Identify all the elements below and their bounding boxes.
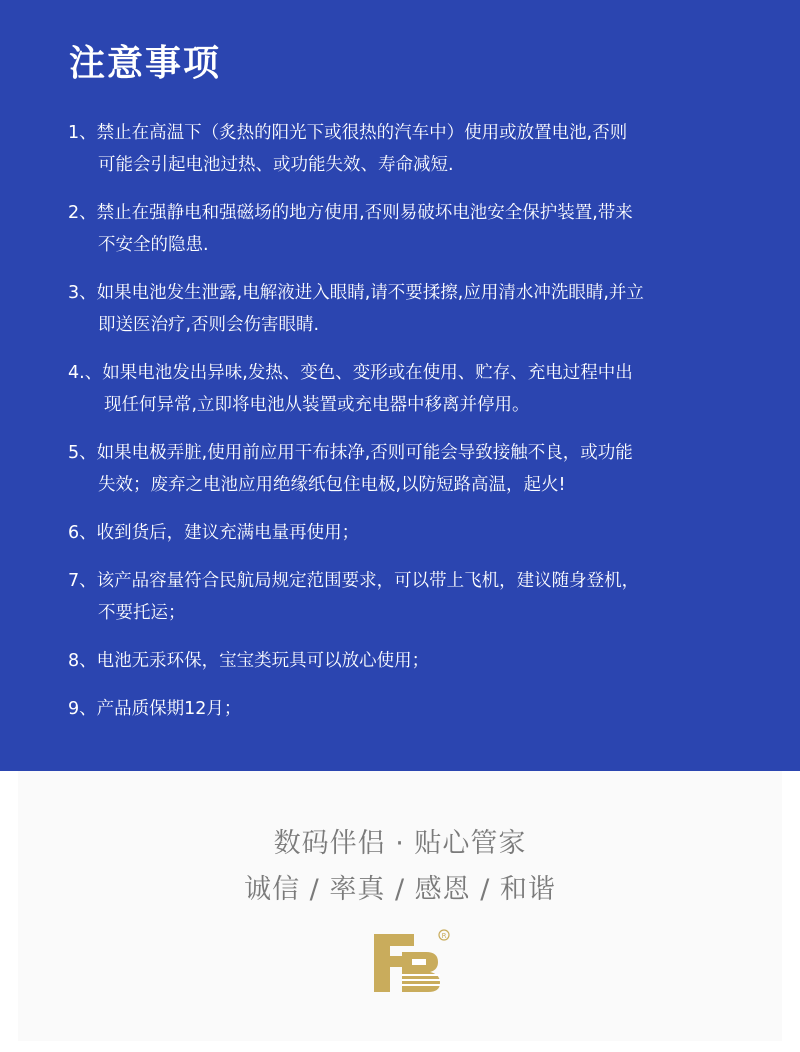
- item-line: 不安全的隐患.: [98, 235, 209, 255]
- fb-logo-icon: [372, 928, 452, 996]
- item-line: 4.、如果电池发出异味,发热、变色、变形或在使用、贮存、充电过程中出: [68, 363, 633, 383]
- item-line: 6、收到货后，建议充满电量再使用；: [68, 523, 360, 543]
- brand-logo: [372, 928, 452, 996]
- item-line: 7、该产品容量符合民航局规定范围要求，可以带上飞机，建议随身登机，: [68, 571, 640, 591]
- slogan-values: 诚信 / 率真 / 感恩 / 和谐: [244, 874, 556, 905]
- list-item: [68, 277, 748, 341]
- list-item: [68, 357, 748, 421]
- item-line: 不要托运；: [98, 603, 186, 623]
- item-line: 3、如果电池发生泄露,电解液进入眼睛,请不要揉擦,应用清水冲洗眼睛,并立: [68, 283, 644, 303]
- item-line: 2、禁止在强静电和强磁场的地方使用,否则易破坏电池安全保护装置,带来: [68, 203, 633, 223]
- item-line: 现任何异常,立即将电池从装置或充电器中移离并停用。: [104, 395, 530, 415]
- list-item: [68, 565, 748, 629]
- list-item: [68, 117, 748, 181]
- list-item: [68, 437, 748, 501]
- list-item: [68, 645, 748, 677]
- item-line: 可能会引起电池过热、或功能失效、寿命减短.: [98, 155, 454, 175]
- item-line: 1、禁止在高温下（炙热的阳光下或很热的汽车中）使用或放置电池,否则: [68, 123, 628, 143]
- list-item: [68, 693, 748, 725]
- list-item: [68, 197, 748, 261]
- item-line: 失效；废弃之电池应用绝缘纸包住电极,以防短路高温，起火!: [98, 475, 566, 495]
- item-line: 5、如果电极弄脏,使用前应用干布抹净,否则可能会导致接触不良，或功能: [68, 443, 633, 463]
- list-item: [68, 517, 748, 549]
- page-title: 注意事项: [69, 43, 222, 84]
- item-line: 即送医治疗,否则会伤害眼睛.: [98, 315, 320, 335]
- svg-text:R: R: [441, 932, 447, 940]
- slogan-primary: 数码伴侣 · 贴心管家: [273, 828, 527, 859]
- item-line: 8、电池无汞环保，宝宝类玩具可以放心使用；: [68, 651, 430, 671]
- item-line: 9、产品质保期12月；: [68, 699, 242, 719]
